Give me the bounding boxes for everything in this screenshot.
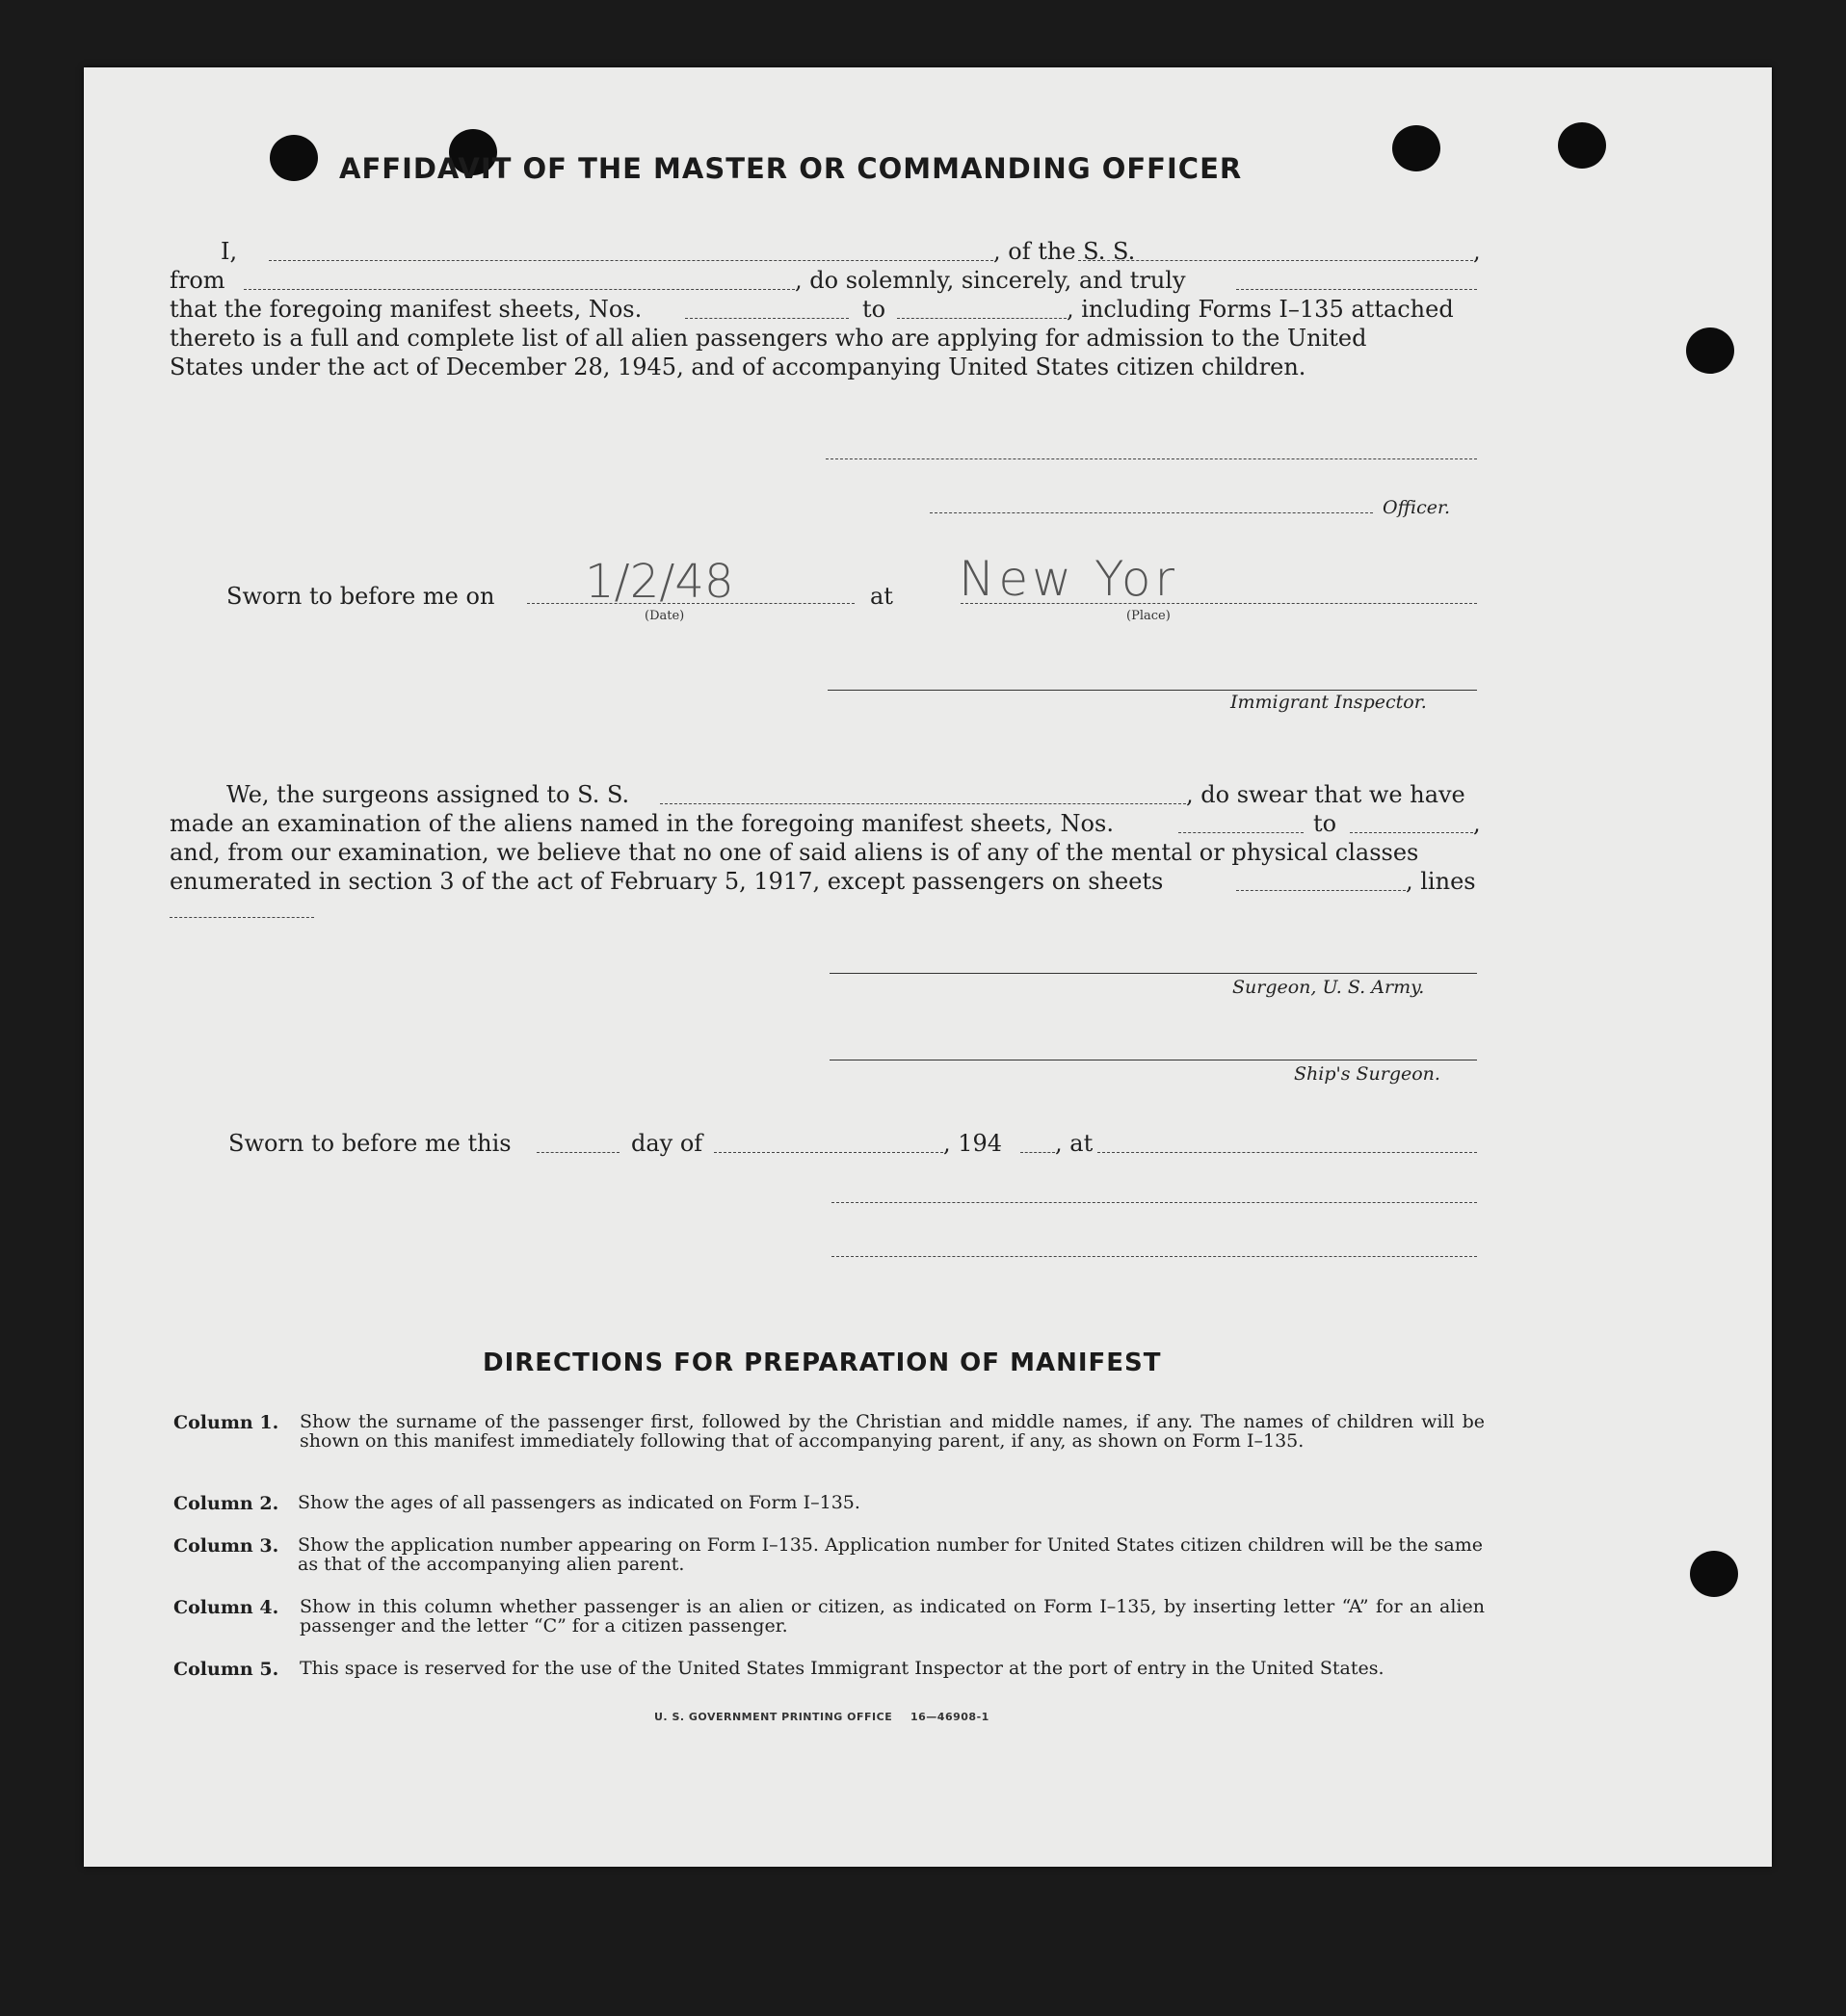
direction-label: Column 1.	[173, 1412, 279, 1433]
handwritten-date: 1/2/48	[585, 555, 734, 609]
affidavit-line1-b: , of the S. S.	[993, 238, 1136, 265]
date-caption: (Date)	[645, 609, 685, 623]
punch-hole	[1558, 122, 1606, 169]
sworn2-d: , at	[1055, 1130, 1094, 1157]
printing-office-imprint: U. S. GOVERNMENT PRINTING OFFICE	[654, 1711, 893, 1723]
surgeons-line1-b: , do swear that we have	[1186, 781, 1465, 808]
form-title: AFFIDAVIT OF THE MASTER OR COMMANDING OFFICER	[339, 152, 1243, 185]
direction-text: This space is reserved for the use of the United States Immigrant Inspector at the port of entry in the United States.	[300, 1658, 1384, 1679]
affidavit-line2-b: , do solemnly, sincerely, and truly	[795, 267, 1186, 294]
affidavit-line3-c: , including Forms I–135 attached	[1067, 296, 1454, 323]
affidavit-line1-c: ,	[1473, 238, 1481, 265]
officer-label: Officer.	[1383, 497, 1451, 518]
sworn2-a: Sworn to before me this	[228, 1130, 512, 1157]
port-from-blank[interactable]	[244, 289, 795, 290]
sworn2-month-blank[interactable]	[714, 1152, 943, 1153]
place-caption: (Place)	[1126, 609, 1171, 623]
direction-label: Column 2.	[173, 1493, 279, 1514]
directions-title: DIRECTIONS FOR PREPARATION OF MANIFEST	[483, 1348, 1162, 1377]
sworn2-signature-line[interactable]	[831, 1202, 1477, 1203]
affidavit-line5: States under the act of December 28, 1945, and of accompanying United States citizen children.	[170, 353, 1306, 380]
sworn2-day-blank[interactable]	[537, 1152, 620, 1153]
direction-label: Column 3.	[173, 1535, 279, 1557]
surgeons-sheets-to-blank[interactable]	[1350, 832, 1473, 833]
oath-blank[interactable]	[1236, 289, 1477, 290]
army-surgeon-signature-line[interactable]	[830, 973, 1477, 974]
affidavit-line2-a: from	[170, 267, 225, 294]
direction-label: Column 5.	[173, 1659, 279, 1680]
direction-text: Show the ages of all passengers as indicated on Form I–135.	[298, 1492, 860, 1513]
direction-text: Show the application number appearing on Form I–135. Application number for United States citizen children will be the same as that of the accompanying alien parent.	[298, 1534, 1483, 1575]
surgeons-line4-a: enumerated in section 3 of the act of February 5, 1917, except passengers on sheets	[170, 868, 1164, 895]
surgeons-sheets-from-blank[interactable]	[1178, 832, 1304, 833]
ship-surgeon-label: Ship's Surgeon.	[1294, 1063, 1440, 1085]
punch-hole	[1686, 327, 1734, 374]
direction-text: Show the surname of the passenger first, followed by the Christian and middle names, if any. The names of children will be shown on this manifest immediately following that of accompanying parent, if any, as shown on Form I–135.	[300, 1411, 1485, 1452]
surgeons-line3: and, from our examination, we believe that no one of said aliens is of any of the mental or physical classes	[170, 839, 1419, 866]
inspector-label: Immigrant Inspector.	[1230, 692, 1427, 713]
surgeons-line4-b: , lines	[1406, 868, 1476, 895]
surgeons-line2-a: made an examination of the aliens named in the foregoing manifest sheets, Nos.	[170, 810, 1114, 837]
punch-hole	[1392, 125, 1440, 171]
except-sheets-blank[interactable]	[1236, 890, 1406, 891]
affidavit-line1-a: I,	[221, 238, 238, 265]
direction-text: Show in this column whether passenger is an alien or citizen, as indicated on Form I–135, by inserting letter “A” for an alien passenger and the letter “C” for a citizen passenger.	[300, 1596, 1485, 1636]
surgeons-ship-blank[interactable]	[660, 803, 1186, 804]
army-surgeon-label: Surgeon, U. S. Army.	[1232, 977, 1425, 998]
sworn2-b: day of	[631, 1130, 703, 1157]
sheets-from-blank[interactable]	[685, 318, 849, 319]
officer-signature-line[interactable]	[826, 458, 1477, 459]
affidavit-line4: thereto is a full and complete list of all alien passengers who are applying for admission to the United	[170, 325, 1367, 352]
officer-title-line[interactable]	[930, 512, 1373, 513]
sworn2-title-line[interactable]	[831, 1256, 1477, 1257]
sheets-to-blank[interactable]	[897, 318, 1067, 319]
document-page	[84, 67, 1772, 1867]
inspector-signature-line[interactable]	[828, 690, 1477, 691]
sworn2-year-blank[interactable]	[1020, 1152, 1055, 1153]
surgeons-line1-a: We, the surgeons assigned to S. S.	[226, 781, 630, 808]
surgeons-line2-c: ,	[1473, 810, 1481, 837]
affidavit-line3-a: that the foregoing manifest sheets, Nos.	[170, 296, 643, 323]
form-number: 16—46908-1	[910, 1711, 989, 1723]
sworn2-place-blank[interactable]	[1097, 1152, 1477, 1153]
except-lines-blank[interactable]	[170, 917, 314, 918]
sworn-line1-at: at	[870, 583, 893, 610]
sworn2-c: , 194	[943, 1130, 1003, 1157]
affidavit-line3-b: to	[862, 296, 886, 323]
handwritten-place: New Yor	[959, 551, 1178, 607]
officer-name-blank[interactable]	[269, 260, 993, 261]
punch-hole	[270, 135, 318, 181]
sworn-line1-prefix: Sworn to before me on	[226, 583, 495, 610]
direction-label: Column 4.	[173, 1597, 279, 1618]
ship-name-blank[interactable]	[1078, 260, 1473, 261]
surgeons-line2-b: to	[1313, 810, 1337, 837]
punch-hole	[1690, 1551, 1738, 1597]
